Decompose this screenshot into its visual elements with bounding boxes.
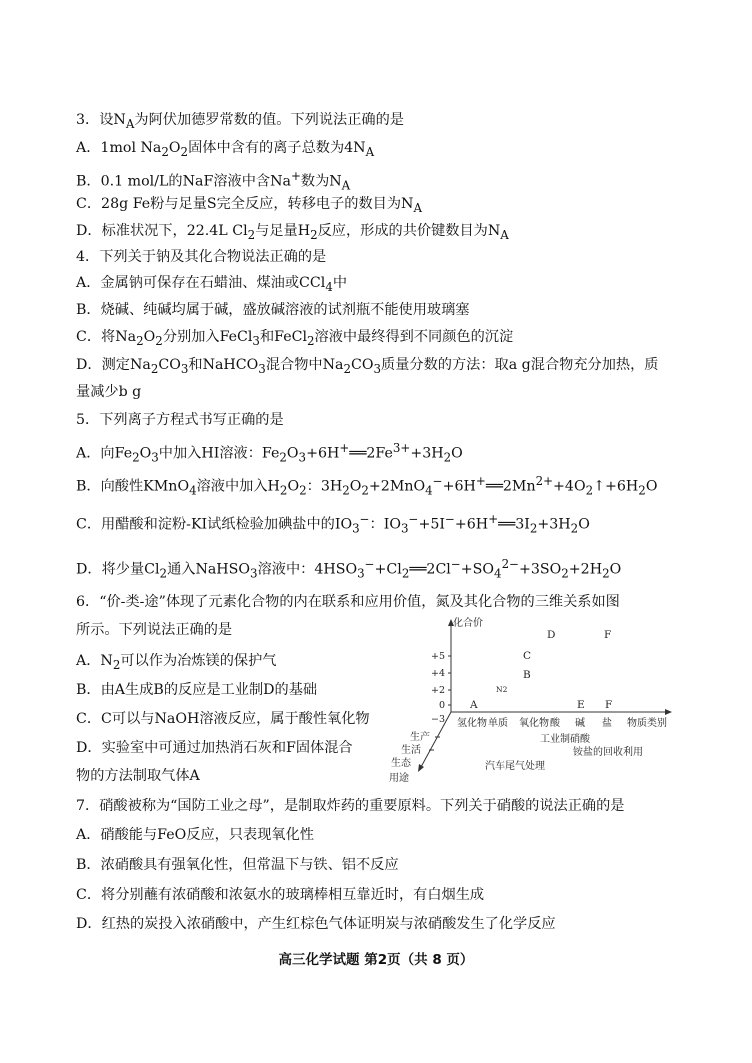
q5-option-b: B．向酸性KMnO$_4$溶液中加入$H_2O_2$：$3H_2O_2+2MnO_4^-+6H^+══2Mn^{2+}+4O_2↑+6H_2O$	[76, 474, 658, 498]
x-category: 碱	[575, 718, 585, 729]
point-f-lower: F	[605, 699, 613, 711]
y-tick: +4	[430, 668, 445, 679]
q3-option-b: B．0.1 mol/L的NaF溶液中含Na+数为$N_A$	[76, 169, 351, 193]
point-a: A	[470, 699, 478, 711]
q3-stem: 3．设$N_A$为阿伏加德罗常数的值。下列说法正确的是	[76, 112, 404, 131]
z-tick: 生产	[410, 732, 430, 743]
y-axis-label: 化合价	[453, 618, 483, 629]
y-tick: −3	[430, 714, 445, 725]
y-tick: +2	[430, 685, 445, 696]
point-d: D	[547, 629, 556, 641]
q7-option-a: A．硝酸能与FeO反应，只表现氧化性	[76, 827, 314, 843]
x-axis-arrow	[665, 709, 672, 715]
q4-option-b: B．烧碱、纯碱均属于碱，盛放碱溶液的试剂瓶不能使用玻璃塞	[76, 302, 470, 318]
x-category: 氢化物	[457, 718, 487, 729]
x-category: 酸	[550, 718, 560, 729]
q6-option-c: C．C可以与NaOH溶液反应，属于酸性氧化物	[76, 711, 370, 727]
q6-stem-cont: 所示。下列说法正确的是	[76, 622, 233, 638]
q3-option-a: A．1mol $Na_2O_2$固体中含有的离子总数为$4N_A$	[76, 140, 375, 159]
q7-option-c: C．将分别蘸有浓硝酸和浓氨水的玻璃棒相互靠近时，有白烟生成	[76, 887, 485, 903]
q6-option-a: A．$N_2$可以作为冶炼镁的保护气	[76, 653, 277, 672]
q4-option-a: A．金属钠可保存在石蜡油、煤油或CCl$_4$中	[76, 275, 348, 294]
q6-option-b: B．由A生成B的反应是工业制D的基础	[76, 682, 318, 698]
q7-stem: 7．硝酸被称为“国防工业之母”，是制取炸药的重要原料。下列关于硝酸的说法正确的是	[76, 798, 625, 814]
q3-option-c: C．28g Fe粉与足量S完全反应，转移电子的数目为$N_A$	[76, 196, 423, 215]
point-c: C	[523, 650, 532, 662]
q4-option-c: C．将$Na_2O_2$分别加入FeCl$_3$和FeCl$_2$溶液中最终得到不同颜色的沉淀	[76, 329, 514, 348]
z-axis-arrow	[418, 764, 424, 772]
q7-option-b: B．浓硝酸具有强氧化性，但常温下与铁、铝不反应	[76, 857, 399, 873]
x-category: 盐	[602, 718, 612, 729]
q3-option-d: D．标准状况下，22.4L $Cl_2$与足量$H_2$反应，形成的共价键数目为$N_A$	[76, 223, 509, 242]
q5-stem: 5．下列离子方程式书写正确的是	[76, 412, 284, 428]
page-footer: 高三化学试题 第2页（共 8 页）	[278, 952, 474, 968]
y-tick: +5	[430, 651, 445, 662]
q5-option-c: C．用醋酸和淀粉-KI试纸检验加碘盐中的$IO_3^-$：$IO_3^-+5I^-+6H^+══3I_2+3H_2O$	[76, 512, 590, 536]
z-tick: 生活	[401, 745, 421, 756]
q4-stem: 4．下列关于钠及其化合物说法正确的是	[76, 249, 327, 265]
use-label: 铵盐的回收利用	[573, 747, 643, 758]
use-label: 工业制硝酸	[540, 734, 590, 745]
point-b: B	[523, 669, 531, 681]
nitrogen-valence-diagram	[385, 612, 705, 787]
y-tick: 0	[438, 700, 445, 711]
q4-option-d: D．测定$Na_2CO_3$和NaHCO$_3$混合物中$Na_2CO_3$质量分数的方法：取a g混合物充分加热，质	[76, 357, 659, 376]
use-label: 汽车尾气处理	[485, 761, 545, 772]
x-axis-label: 物质类别	[627, 718, 667, 729]
q7-option-d: D．红热的炭投入浓硝酸中，产生红棕色气体证明炭与浓硝酸发生了化学反应	[76, 916, 556, 932]
q6-stem: 6．“价-类-途”体现了元素化合物的内在联系和应用价值，氮及其化合物的三维关系如图	[76, 594, 620, 610]
q6-option-d: D．实验室中可通过加热消石灰和F固体混合	[76, 740, 353, 756]
x-category: 氧化物	[519, 718, 549, 729]
z-tick: 生态	[391, 758, 411, 769]
q4-option-d-cont: 量减少b g	[76, 384, 142, 400]
q6-option-d-cont: 物的方法制取气体A	[76, 768, 200, 784]
point-e: E	[577, 699, 585, 711]
point-n2: N2	[496, 685, 508, 694]
q5-option-a: A．向$Fe_2O_3$中加入HI溶液：$Fe_2O_3+6H^+══2Fe^{3+}+3H_2O$	[76, 441, 463, 465]
point-f: F	[604, 629, 612, 641]
z-axis-label: 用途	[389, 773, 409, 784]
x-category: 单质	[488, 718, 508, 729]
q5-option-d: D．将少量$Cl_2$通入NaHSO$_3$溶液中：$4HSO_3^-+Cl_2══2Cl^-+SO_4^{2-}+3SO_2+2H_2O$	[76, 557, 622, 581]
